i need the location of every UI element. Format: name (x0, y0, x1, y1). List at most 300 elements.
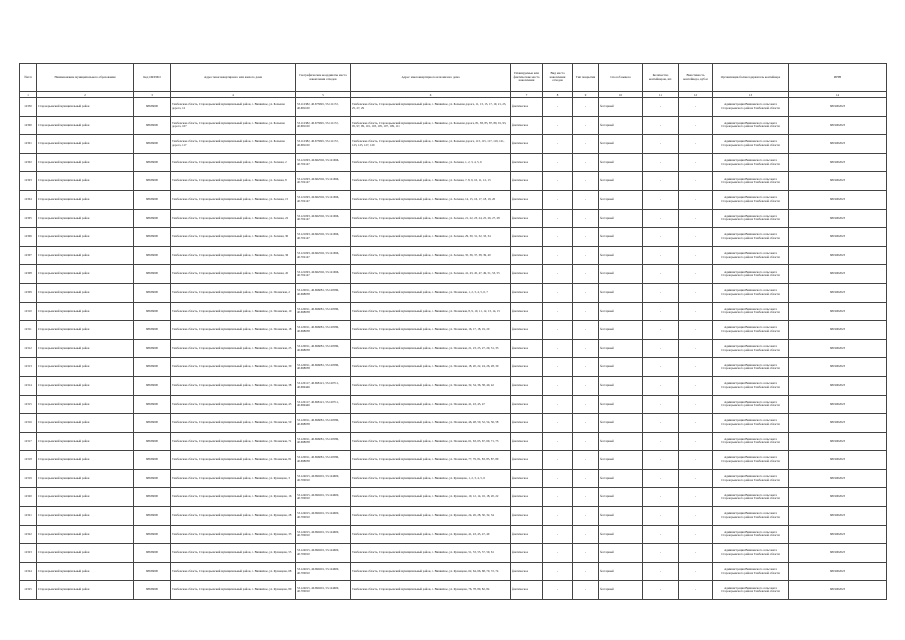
cell-inn: 6819002023 (789, 414, 887, 433)
cell-oktmo: 68636000 (134, 525, 171, 544)
cell-municipality: Староюрьевский муниципальный район (37, 376, 134, 395)
cell-served-addresses: Тамбовская область, Староюрьевский муниципальный район, с. Вишнёвое, ул. Большая дорога, 113, 115, 117, 119, 121, 123, 125, 127, 129 (351, 135, 511, 154)
cell-served-addresses: Тамбовская область, Староюрьевский муниципальный район, с. Вишнёвое, ул. Кузнецова, 1, 2, 3, 4, 5, 6 (351, 469, 511, 488)
cell-inn: 6819002023 (789, 507, 887, 526)
cell-number: 12324 (20, 562, 37, 581)
cell-site-type: - (543, 321, 573, 340)
cell-removal-method: бестарный (599, 209, 643, 228)
cell-owner: Администрация Вишневского сельсовета Староюрьевского района Тамбовской области (713, 190, 789, 209)
cell-site-type: - (543, 469, 573, 488)
cell-municipality: Староюрьевский муниципальный район (37, 432, 134, 451)
cell-municipality: Староюрьевский муниципальный район (37, 190, 134, 209)
cell-owner: Администрация Вишневского сельсовета Староюрьевского района Тамбовской области (713, 414, 789, 433)
cell-coordinates: 53.120011, 40.696081, 53.120586, 40.698038 (296, 321, 351, 340)
cell-municipality: Староюрьевский муниципальный район (37, 451, 134, 470)
cell-served-addresses: Тамбовская область, Староюрьевский муниципальный район, с. Вишнёвое, ул. Полевская, 77, 79, 81, 83, 85, 87, 89 (351, 451, 511, 470)
cell-removal-method: бестарный (599, 469, 643, 488)
table-body (20, 98, 887, 600)
cell-municipality: Староюрьевский муниципальный район (37, 228, 134, 247)
column-number: 3 (134, 92, 171, 98)
cell-removal-method: бестарный (599, 228, 643, 247)
cell-container-volume: - (679, 432, 713, 451)
cell-served-addresses: Тамбовская область, Староюрьевский муниципальный район, с. Вишнёвое, ул. Полевская, 32, 34, 36, 38, 40, 42 (351, 376, 511, 395)
cell-coordinates: 53.121093, 40.662502, 53.121696, 40.702147 (296, 172, 351, 191)
cell-removal-method: бестарный (599, 339, 643, 358)
table-row (20, 488, 887, 507)
cell-owner: Администрация Вишневского сельсовета Староюрьевского района Тамбовской области (713, 581, 789, 600)
cell-planned-actual: фактическое (511, 321, 543, 340)
cell-container-count: - (643, 209, 679, 228)
table-row (20, 376, 887, 395)
cell-container-volume: - (679, 414, 713, 433)
cell-surface: - (573, 432, 599, 451)
column-number: 12 (679, 92, 713, 98)
cell-site-address: Тамбовская область, Староюрьевский муниципальный район, с. Вишнёвое, ул. Кузнецова, 16 (171, 488, 296, 507)
cell-removal-method: бестарный (599, 432, 643, 451)
cell-planned-actual: фактическое (511, 376, 543, 395)
cell-surface: - (573, 321, 599, 340)
cell-municipality: Староюрьевский муниципальный район (37, 488, 134, 507)
cell-owner: Администрация Вишневского сельсовета Староюрьевского района Тамбовской области (713, 209, 789, 228)
cell-owner: Администрация Вишневского сельсовета Староюрьевского района Тамбовской области (713, 172, 789, 191)
cell-removal-method: бестарный (599, 581, 643, 600)
cell-oktmo: 68636000 (134, 414, 171, 433)
cell-oktmo: 68636000 (134, 246, 171, 265)
cell-planned-actual: фактическое (511, 544, 543, 563)
cell-site-address: Тамбовская область, Староюрьевский муниципальный район, с. Вишнёвое, ул. Зеленая, 15 (171, 190, 296, 209)
cell-planned-actual: фактическое (511, 562, 543, 581)
cell-coordinates: 53.124015, 40.699201, 53.124600, 40.700010 (296, 581, 351, 600)
cell-served-addresses: Тамбовская область, Староюрьевский муниципальный район, с. Вишнёвое, ул. Полевская, 16, 17, 18, 19, 20 (351, 321, 511, 340)
cell-removal-method: бестарный (599, 265, 643, 284)
table-row (20, 246, 887, 265)
table-row (20, 209, 887, 228)
cell-site-address: Тамбовская область, Староюрьевский муниципальный район, с. Вишнёвое, ул. Кузнецова, 28 (171, 507, 296, 526)
cell-site-type: - (543, 339, 573, 358)
cell-owner: Администрация Вишневского сельсовета Староюрьевского района Тамбовской области (713, 246, 789, 265)
column-number: 7 (511, 92, 543, 98)
cell-container-count: - (643, 581, 679, 600)
cell-container-volume: - (679, 507, 713, 526)
cell-site-address: Тамбовская область, Староюрьевский муниципальный район, с. Вишнёвое, ул. Зеленая, 22 (171, 209, 296, 228)
cell-container-volume: - (679, 153, 713, 172)
cell-site-address: Тамбовская область, Староюрьевский муниципальный район, с. Вишнёвое, ул. Полевская, 25 (171, 339, 296, 358)
cell-inn: 6819002023 (789, 488, 887, 507)
cell-site-type: - (543, 228, 573, 247)
cell-owner: Администрация Вишневского сельсовета Староюрьевского района Тамбовской области (713, 395, 789, 414)
cell-number: 12301 (20, 135, 37, 154)
cell-container-count: - (643, 562, 679, 581)
cell-container-count: - (643, 376, 679, 395)
cell-oktmo: 68636000 (134, 283, 171, 302)
cell-surface: - (573, 507, 599, 526)
cell-coordinates: 53.120011, 40.696081, 53.120586, 40.698038 (296, 358, 351, 377)
cell-inn: 6819002023 (789, 581, 887, 600)
cell-surface: - (573, 98, 599, 117)
cell-planned-actual: фактическое (511, 451, 543, 470)
table-row (20, 525, 887, 544)
cell-coordinates: 53.124015, 40.699201, 53.124600, 40.700010 (296, 525, 351, 544)
cell-number: 12321 (20, 507, 37, 526)
cell-number: 12310 (20, 302, 37, 321)
cell-municipality: Староюрьевский муниципальный район (37, 321, 134, 340)
cell-site-type: - (543, 283, 573, 302)
cell-number: 12314 (20, 376, 37, 395)
table-row (20, 339, 887, 358)
cell-number: 12330 (20, 98, 37, 117)
cell-site-type: - (543, 432, 573, 451)
cell-container-volume: - (679, 358, 713, 377)
cell-coordinates: 53.121093, 40.662502, 53.121696, 40.702147 (296, 190, 351, 209)
cell-site-type: - (543, 358, 573, 377)
cell-surface: - (573, 376, 599, 395)
header-served-addresses: Адрес многоквартирного или жилого дома (351, 64, 511, 92)
cell-removal-method: бестарный (599, 321, 643, 340)
cell-municipality: Староюрьевский муниципальный район (37, 507, 134, 526)
cell-served-addresses: Тамбовская область, Староюрьевский муниципальный район, с. Вишнёвое, ул. Полевская, 8, 9, 10, 11, 12, 13, 14, 15 (351, 302, 511, 321)
cell-municipality: Староюрьевский муниципальный район (37, 581, 134, 600)
cell-container-count: - (643, 432, 679, 451)
cell-surface: - (573, 395, 599, 414)
header-surface: Тип покрытия (573, 64, 599, 92)
cell-site-address: Тамбовская область, Староюрьевский муниципальный район, с. Вишнёвое, ул. Кузнецова, 55 (171, 544, 296, 563)
cell-number: 12323 (20, 544, 37, 563)
table-row (20, 265, 887, 284)
cell-container-volume: - (679, 209, 713, 228)
cell-inn: 6819002023 (789, 209, 887, 228)
cell-municipality: Староюрьевский муниципальный район (37, 414, 134, 433)
cell-site-address: Тамбовская область, Староюрьевский муниципальный район, с. Вишнёвое, ул. Большая дорога, 12 (171, 98, 296, 117)
cell-site-address: Тамбовская область, Староюрьевский муниципальный район, с. Вишнёвое, ул. Полевская, 10 (171, 302, 296, 321)
cell-surface: - (573, 581, 599, 600)
cell-surface: - (573, 488, 599, 507)
cell-coordinates: 53.112382, 40.675845, 53.111172, 40.681100 (296, 98, 351, 117)
column-number: 9 (573, 92, 599, 98)
cell-site-address: Тамбовская область, Староюрьевский муниципальный район, с. Вишнёвое, ул. Большая дорога, 107 (171, 116, 296, 135)
cell-inn: 6819002023 (789, 451, 887, 470)
cell-container-count: - (643, 153, 679, 172)
table-row (20, 116, 887, 135)
column-number: 6 (351, 92, 511, 98)
cell-surface: - (573, 414, 599, 433)
cell-coordinates: 53.121093, 40.662502, 53.121696, 40.702147 (296, 265, 351, 284)
cell-container-volume: - (679, 228, 713, 247)
table-row (20, 228, 887, 247)
cell-planned-actual: фактическое (511, 488, 543, 507)
cell-inn: 6819002023 (789, 525, 887, 544)
cell-inn: 6819002023 (789, 98, 887, 117)
cell-served-addresses: Тамбовская область, Староюрьевский муниципальный район, с. Вишнёвое, ул. Полевская, 1, 2, 3, 4, 5, 6, 7 (351, 283, 511, 302)
cell-served-addresses: Тамбовская область, Староюрьевский муниципальный район, с. Вишнёвое, ул. Кузнецова, 41, 43, 45, 47, 49 (351, 525, 511, 544)
cell-site-type: - (543, 190, 573, 209)
cell-site-type: - (543, 116, 573, 135)
table-row (20, 98, 887, 117)
cell-container-volume: - (679, 172, 713, 191)
cell-oktmo: 68636000 (134, 376, 171, 395)
cell-number: 12307 (20, 246, 37, 265)
cell-surface: - (573, 562, 599, 581)
cell-oktmo: 68636000 (134, 190, 171, 209)
cell-owner: Администрация Вишневского сельсовета Староюрьевского района Тамбовской области (713, 339, 789, 358)
cell-number: 12309 (20, 283, 37, 302)
cell-container-volume: - (679, 581, 713, 600)
cell-owner: Администрация Вишневского сельсовета Староюрьевского района Тамбовской области (713, 376, 789, 395)
cell-inn: 6819002023 (789, 265, 887, 284)
cell-site-address: Тамбовская область, Староюрьевский муниципальный район, с. Вишнёвое, ул. Зеленая, 2 (171, 153, 296, 172)
cell-served-addresses: Тамбовская область, Староюрьевский муниципальный район, с. Вишнёвое, ул. Зеленая, 1, 2, 3, 4, 5, 6 (351, 153, 511, 172)
cell-number: 12312 (20, 339, 37, 358)
cell-removal-method: бестарный (599, 395, 643, 414)
cell-container-count: - (643, 395, 679, 414)
cell-removal-method: бестарный (599, 488, 643, 507)
cell-site-address: Тамбовская область, Староюрьевский муниципальный район, с. Вишнёвое, ул. Полевская, 18 (171, 321, 296, 340)
cell-oktmo: 68636000 (134, 358, 171, 377)
cell-oktmo: 68636000 (134, 209, 171, 228)
column-number: 2 (37, 92, 134, 98)
cell-inn: 6819002023 (789, 153, 887, 172)
cell-served-addresses: Тамбовская область, Староюрьевский муниципальный район, с. Вишнёвое, ул. Зеленая, 14, 15, 16, 17, 18, 19, 20 (351, 190, 511, 209)
cell-oktmo: 68636000 (134, 488, 171, 507)
cell-served-addresses: Тамбовская область, Староюрьевский муниципальный район, с. Вишнёвое, ул. Зеленая, 21, 22, 23, 24, 25, 26, 27, 28 (351, 209, 511, 228)
cell-inn: 6819002023 (789, 283, 887, 302)
cell-surface: - (573, 172, 599, 191)
cell-planned-actual: фактическое (511, 190, 543, 209)
cell-site-type: - (543, 488, 573, 507)
cell-municipality: Староюрьевский муниципальный район (37, 98, 134, 117)
cell-owner: Администрация Вишневского сельсовета Староюрьевского района Тамбовской области (713, 469, 789, 488)
table-row (20, 135, 887, 154)
cell-coordinates: 53.124015, 40.699201, 53.124600, 40.700010 (296, 544, 351, 563)
cell-container-volume: - (679, 321, 713, 340)
cell-surface: - (573, 469, 599, 488)
cell-owner: Администрация Вишневского сельсовета Староюрьевского района Тамбовской области (713, 153, 789, 172)
header-removal-method: Способ вывоза (599, 64, 643, 92)
table-row (20, 395, 887, 414)
cell-served-addresses: Тамбовская область, Староюрьевский муниципальный район, с. Вишнёвое, ул. Полевская, 18, 20, 22, 24, 26, 28, 30 (351, 358, 511, 377)
cell-owner: Администрация Вишневского сельсовета Староюрьевского района Тамбовской области (713, 265, 789, 284)
cell-municipality: Староюрьевский муниципальный район (37, 265, 134, 284)
cell-site-type: - (543, 376, 573, 395)
table-row (20, 302, 887, 321)
cell-number: 12300 (20, 116, 37, 135)
cell-site-type: - (543, 544, 573, 563)
cell-coordinates: 53.120011, 40.696081, 53.120586, 40.698038 (296, 302, 351, 321)
cell-coordinates: 53.112382, 40.675845, 53.111172, 40.681100 (296, 135, 351, 154)
cell-container-count: - (643, 469, 679, 488)
cell-container-count: - (643, 321, 679, 340)
cell-container-volume: - (679, 246, 713, 265)
cell-served-addresses: Тамбовская область, Староюрьевский муниципальный район, с. Вишнёвое, ул. Большая дорога, 11, 13, 15, 17, 19, 21, 23, 25, 27, 29 (351, 98, 511, 117)
cell-owner: Администрация Вишневского сельсовета Староюрьевского района Тамбовской области (713, 358, 789, 377)
cell-planned-actual: фактическое (511, 339, 543, 358)
cell-surface: - (573, 302, 599, 321)
column-number: 10 (599, 92, 643, 98)
cell-container-volume: - (679, 190, 713, 209)
cell-coordinates: 53.121093, 40.662502, 53.121696, 40.702147 (296, 209, 351, 228)
cell-coordinates: 53.121093, 40.662502, 53.121696, 40.702147 (296, 246, 351, 265)
table-row (20, 562, 887, 581)
cell-oktmo: 68636000 (134, 581, 171, 600)
cell-coordinates: 53.120011, 40.696081, 53.120586, 40.698038 (296, 339, 351, 358)
cell-planned-actual: фактическое (511, 507, 543, 526)
cell-site-address: Тамбовская область, Староюрьевский муниципальный район, с. Вишнёвое, ул. Зеленая, 30 (171, 228, 296, 247)
column-number: 5 (296, 92, 351, 98)
cell-planned-actual: фактическое (511, 283, 543, 302)
cell-container-count: - (643, 228, 679, 247)
cell-oktmo: 68636000 (134, 265, 171, 284)
cell-planned-actual: фактическое (511, 98, 543, 117)
cell-container-count: - (643, 172, 679, 191)
cell-served-addresses: Тамбовская область, Староюрьевский муниципальный район, с. Вишнёвое, ул. Полевская, 61, 63, 65, 67, 69, 71, 73 (351, 432, 511, 451)
cell-site-type: - (543, 395, 573, 414)
cell-site-address: Тамбовская область, Староюрьевский муниципальный район, с. Вишнёвое, ул. Кузнецова, 68 (171, 562, 296, 581)
header-oktmo: Код ОКТМО (134, 64, 171, 92)
cell-container-count: - (643, 265, 679, 284)
cell-site-type: - (543, 562, 573, 581)
cell-served-addresses: Тамбовская область, Староюрьевский муниципальный район, с. Вишнёвое, ул. Полевская, 21, 23, 25, 27, 29, 31, 33 (351, 339, 511, 358)
cell-removal-method: бестарный (599, 246, 643, 265)
cell-inn: 6819002023 (789, 246, 887, 265)
cell-owner: Администрация Вишневского сельсовета Староюрьевского района Тамбовской области (713, 562, 789, 581)
cell-site-type: - (543, 414, 573, 433)
cell-removal-method: бестарный (599, 190, 643, 209)
cell-number: 12302 (20, 153, 37, 172)
cell-number: 12306 (20, 228, 37, 247)
cell-municipality: Староюрьевский муниципальный район (37, 153, 134, 172)
cell-owner: Администрация Вишневского сельсовета Староюрьевского района Тамбовской области (713, 451, 789, 470)
table-row (20, 414, 887, 433)
cell-inn: 6819002023 (789, 190, 887, 209)
cell-coordinates: 53.124015, 40.699201, 53.124600, 40.700010 (296, 469, 351, 488)
cell-served-addresses: Тамбовская область, Староюрьевский муниципальный район, с. Вишнёвое, ул. Зеленая, 35, 36, 37, 38, 39, 40 (351, 246, 511, 265)
cell-container-count: - (643, 358, 679, 377)
cell-planned-actual: фактическое (511, 358, 543, 377)
cell-site-address: Тамбовская область, Староюрьевский муниципальный район, с. Вишнёвое, ул. Полевская, 45 (171, 395, 296, 414)
column-number: 14 (789, 92, 887, 98)
cell-oktmo: 68636000 (134, 544, 171, 563)
cell-container-volume: - (679, 283, 713, 302)
cell-inn: 6819002023 (789, 135, 887, 154)
cell-container-count: - (643, 190, 679, 209)
cell-removal-method: бестарный (599, 376, 643, 395)
cell-container-volume: - (679, 451, 713, 470)
cell-removal-method: бестарный (599, 172, 643, 191)
cell-owner: Администрация Вишневского сельсовета Староюрьевского района Тамбовской области (713, 488, 789, 507)
table-row (20, 190, 887, 209)
cell-container-volume: - (679, 339, 713, 358)
cell-surface: - (573, 190, 599, 209)
cell-coordinates: 53.120011, 40.696081, 53.120586, 40.698038 (296, 432, 351, 451)
cell-removal-method: бестарный (599, 302, 643, 321)
cell-planned-actual: фактическое (511, 209, 543, 228)
cell-container-count: - (643, 135, 679, 154)
cell-site-address: Тамбовская область, Староюрьевский муниципальный район, с. Вишнёвое, ул. Кузнецова, 33 (171, 525, 296, 544)
cell-site-address: Тамбовская область, Староюрьевский муниципальный район, с. Вишнёвое, ул. Полевская, 71 (171, 432, 296, 451)
table-row (20, 581, 887, 600)
cell-number: 12311 (20, 321, 37, 340)
cell-municipality: Староюрьевский муниципальный район (37, 395, 134, 414)
cell-oktmo: 68636000 (134, 395, 171, 414)
column-number: 13 (713, 92, 789, 98)
cell-planned-actual: фактическое (511, 302, 543, 321)
cell-surface: - (573, 358, 599, 377)
header-site-type: Вид места накопления отходов (543, 64, 573, 92)
cell-site-address: Тамбовская область, Староюрьевский муниципальный район, с. Вишнёвое, ул. Полевская, 50 (171, 414, 296, 433)
header-planned-actual: Планируемые или фактические места накопления (511, 64, 543, 92)
cell-inn: 6819002023 (789, 544, 887, 563)
cell-oktmo: 68636000 (134, 116, 171, 135)
cell-site-type: - (543, 209, 573, 228)
cell-inn: 6819002023 (789, 469, 887, 488)
cell-planned-actual: фактическое (511, 116, 543, 135)
header-number: №п/п (20, 64, 37, 92)
cell-surface: - (573, 265, 599, 284)
cell-removal-method: бестарный (599, 98, 643, 117)
cell-oktmo: 68636000 (134, 302, 171, 321)
cell-planned-actual: фактическое (511, 432, 543, 451)
cell-planned-actual: фактическое (511, 525, 543, 544)
cell-served-addresses: Тамбовская область, Староюрьевский муниципальный район, с. Вишнёвое, ул. Кузнецова, 76, 78, 80, 82, 84 (351, 581, 511, 600)
cell-planned-actual: фактическое (511, 153, 543, 172)
cell-oktmo: 68636000 (134, 153, 171, 172)
cell-owner: Администрация Вишневского сельсовета Староюрьевского района Тамбовской области (713, 98, 789, 117)
cell-container-volume: - (679, 302, 713, 321)
cell-municipality: Староюрьевский муниципальный район (37, 469, 134, 488)
cell-municipality: Староюрьевский муниципальный район (37, 209, 134, 228)
cell-owner: Администрация Вишневского сельсовета Староюрьевского района Тамбовской области (713, 432, 789, 451)
cell-site-address: Тамбовская область, Староюрьевский муниципальный район, с. Вишнёвое, ул. Полевская, 81 (171, 451, 296, 470)
cell-oktmo: 68636000 (134, 135, 171, 154)
cell-municipality: Староюрьевский муниципальный район (37, 339, 134, 358)
table-row (20, 321, 887, 340)
cell-site-address: Тамбовская область, Староюрьевский муниципальный район, с. Вишнёвое, ул. Полевская, 30 (171, 358, 296, 377)
cell-inn: 6819002023 (789, 228, 887, 247)
cell-municipality: Староюрьевский муниципальный район (37, 283, 134, 302)
cell-surface: - (573, 544, 599, 563)
cell-municipality: Староюрьевский муниципальный район (37, 135, 134, 154)
cell-removal-method: бестарный (599, 358, 643, 377)
cell-removal-method: бестарный (599, 116, 643, 135)
cell-oktmo: 68636000 (134, 172, 171, 191)
cell-owner: Администрация Вишневского сельсовета Староюрьевского района Тамбовской области (713, 321, 789, 340)
cell-number: 12318 (20, 451, 37, 470)
cell-owner: Администрация Вишневского сельсовета Староюрьевского района Тамбовской области (713, 116, 789, 135)
cell-surface: - (573, 283, 599, 302)
cell-removal-method: бестарный (599, 525, 643, 544)
cell-served-addresses: Тамбовская область, Староюрьевский муниципальный район, с. Вишнёвое, ул. Полевская, 41, 43, 45, 47 (351, 395, 511, 414)
cell-container-volume: - (679, 376, 713, 395)
cell-owner: Администрация Вишневского сельсовета Староюрьевского района Тамбовской области (713, 302, 789, 321)
cell-removal-method: бестарный (599, 283, 643, 302)
document-sheet (19, 63, 886, 600)
cell-served-addresses: Тамбовская область, Староюрьевский муниципальный район, с. Вишнёвое, ул. Кузнецова, 10, 12, 14, 16, 18, 20, 22 (351, 488, 511, 507)
cell-removal-method: бестарный (599, 451, 643, 470)
cell-container-count: - (643, 414, 679, 433)
column-number: 11 (643, 92, 679, 98)
cell-site-type: - (543, 246, 573, 265)
cell-removal-method: бестарный (599, 562, 643, 581)
cell-number: 12303 (20, 172, 37, 191)
cell-number: 12317 (20, 432, 37, 451)
cell-number: 12313 (20, 358, 37, 377)
cell-site-address: Тамбовская область, Староюрьевский муниципальный район, с. Вишнёвое, ул. Полевская, 2 (171, 283, 296, 302)
cell-site-type: - (543, 451, 573, 470)
cell-container-volume: - (679, 116, 713, 135)
cell-inn: 6819002023 (789, 116, 887, 135)
cell-inn: 6819002023 (789, 376, 887, 395)
cell-oktmo: 68636000 (134, 507, 171, 526)
cell-inn: 6819002023 (789, 562, 887, 581)
